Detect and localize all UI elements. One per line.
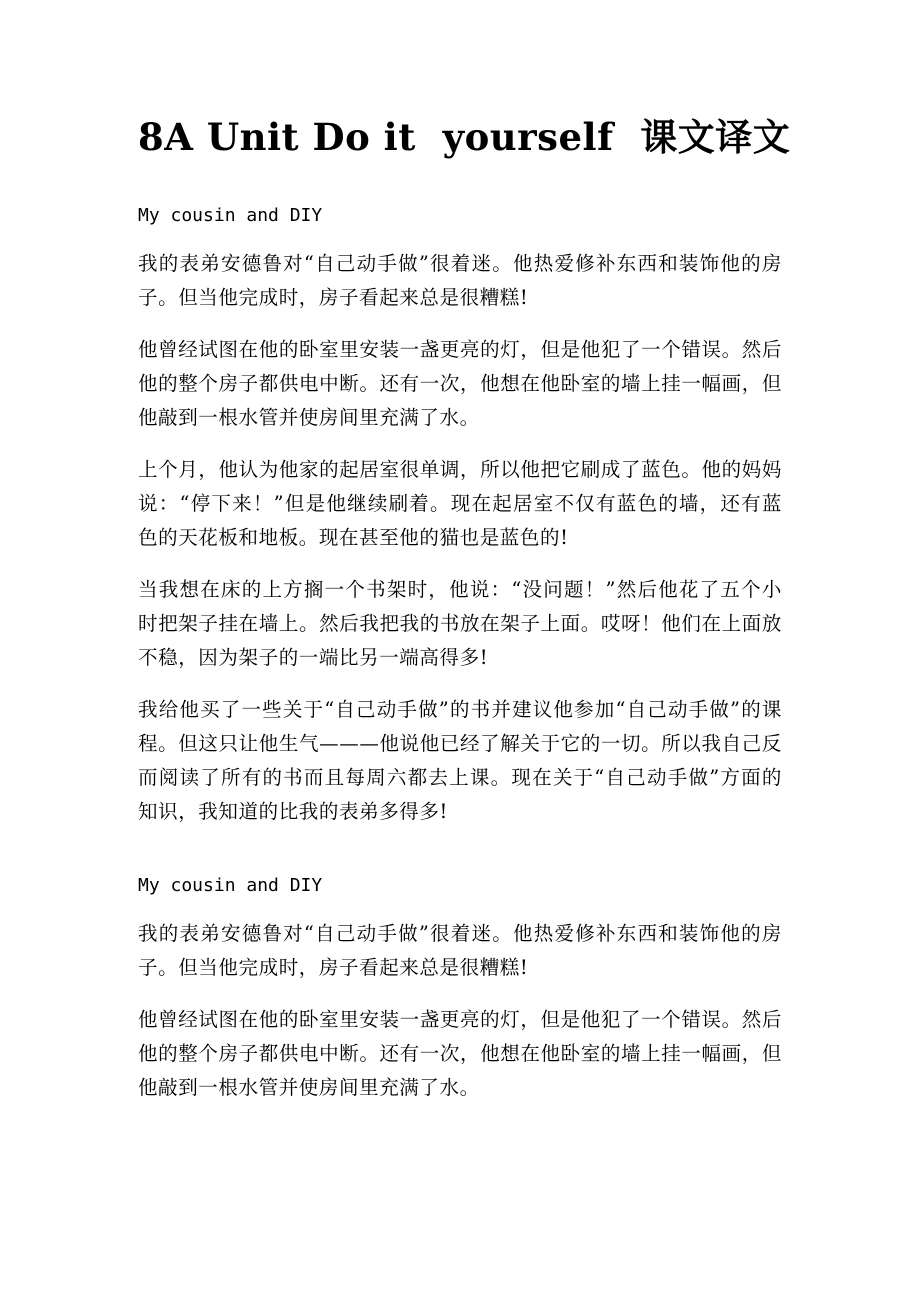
paragraph: 他曾经试图在他的卧室里安装一盏更亮的灯，但是他犯了一个错误。然后他的整个房子都供电中断。还有一次，他想在他卧室的墙上挂一幅画，但他敲到一根水管并使房间里充满了水。 [138,338,782,429]
section-heading: My cousin and DIY [138,875,323,896]
paragraph: 他曾经试图在他的卧室里安装一盏更亮的灯，但是他犯了一个错误。然后他的整个房子都供电中断。还有一次，他想在他卧室的墙上挂一幅画，但他敲到一根水管并使房间里充满了水。 [138,1008,782,1099]
paragraph: 我的表弟安德鲁对“自己动手做”很着迷。他热爱修补东西和装饰他的房子。但当他完成时，房子看起来总是很糟糕! [138,252,782,309]
section-heading: My cousin and DIY [138,205,323,226]
section-2 [138,875,782,1105]
section-1 [138,205,782,829]
paragraph: 我给他买了一些关于“自己动手做”的书并建议他参加“自己动手做”的课程。但这只让他生气———他说他已经了解关于它的一切。所以我自己反而阅读了所有的书而且每周六都去上课。现在关于“自己动手做”方面的知识，我知道的比我的表弟多得多! [138,698,782,823]
paragraph: 我的表弟安德鲁对“自己动手做”很着迷。他热爱修补东西和装饰他的房子。但当他完成时，房子看起来总是很糟糕! [138,922,782,979]
document-title: 8A Unit Do it yourself 课文译文 [138,115,791,159]
paragraph: 上个月，他认为他家的起居室很单调，所以他把它刷成了蓝色。他的妈妈说：“停下来！”但是他继续刷着。现在起居室不仅有蓝色的墙，还有蓝色的天花板和地板。现在甚至他的猫也是蓝色的! [138,458,782,549]
paragraph: 当我想在床的上方搁一个书架时，他说：“没问题！”然后他花了五个小时把架子挂在墙上。然后我把我的书放在架子上面。哎呀！他们在上面放不稳，因为架子的一端比另一端高得多! [138,578,782,669]
